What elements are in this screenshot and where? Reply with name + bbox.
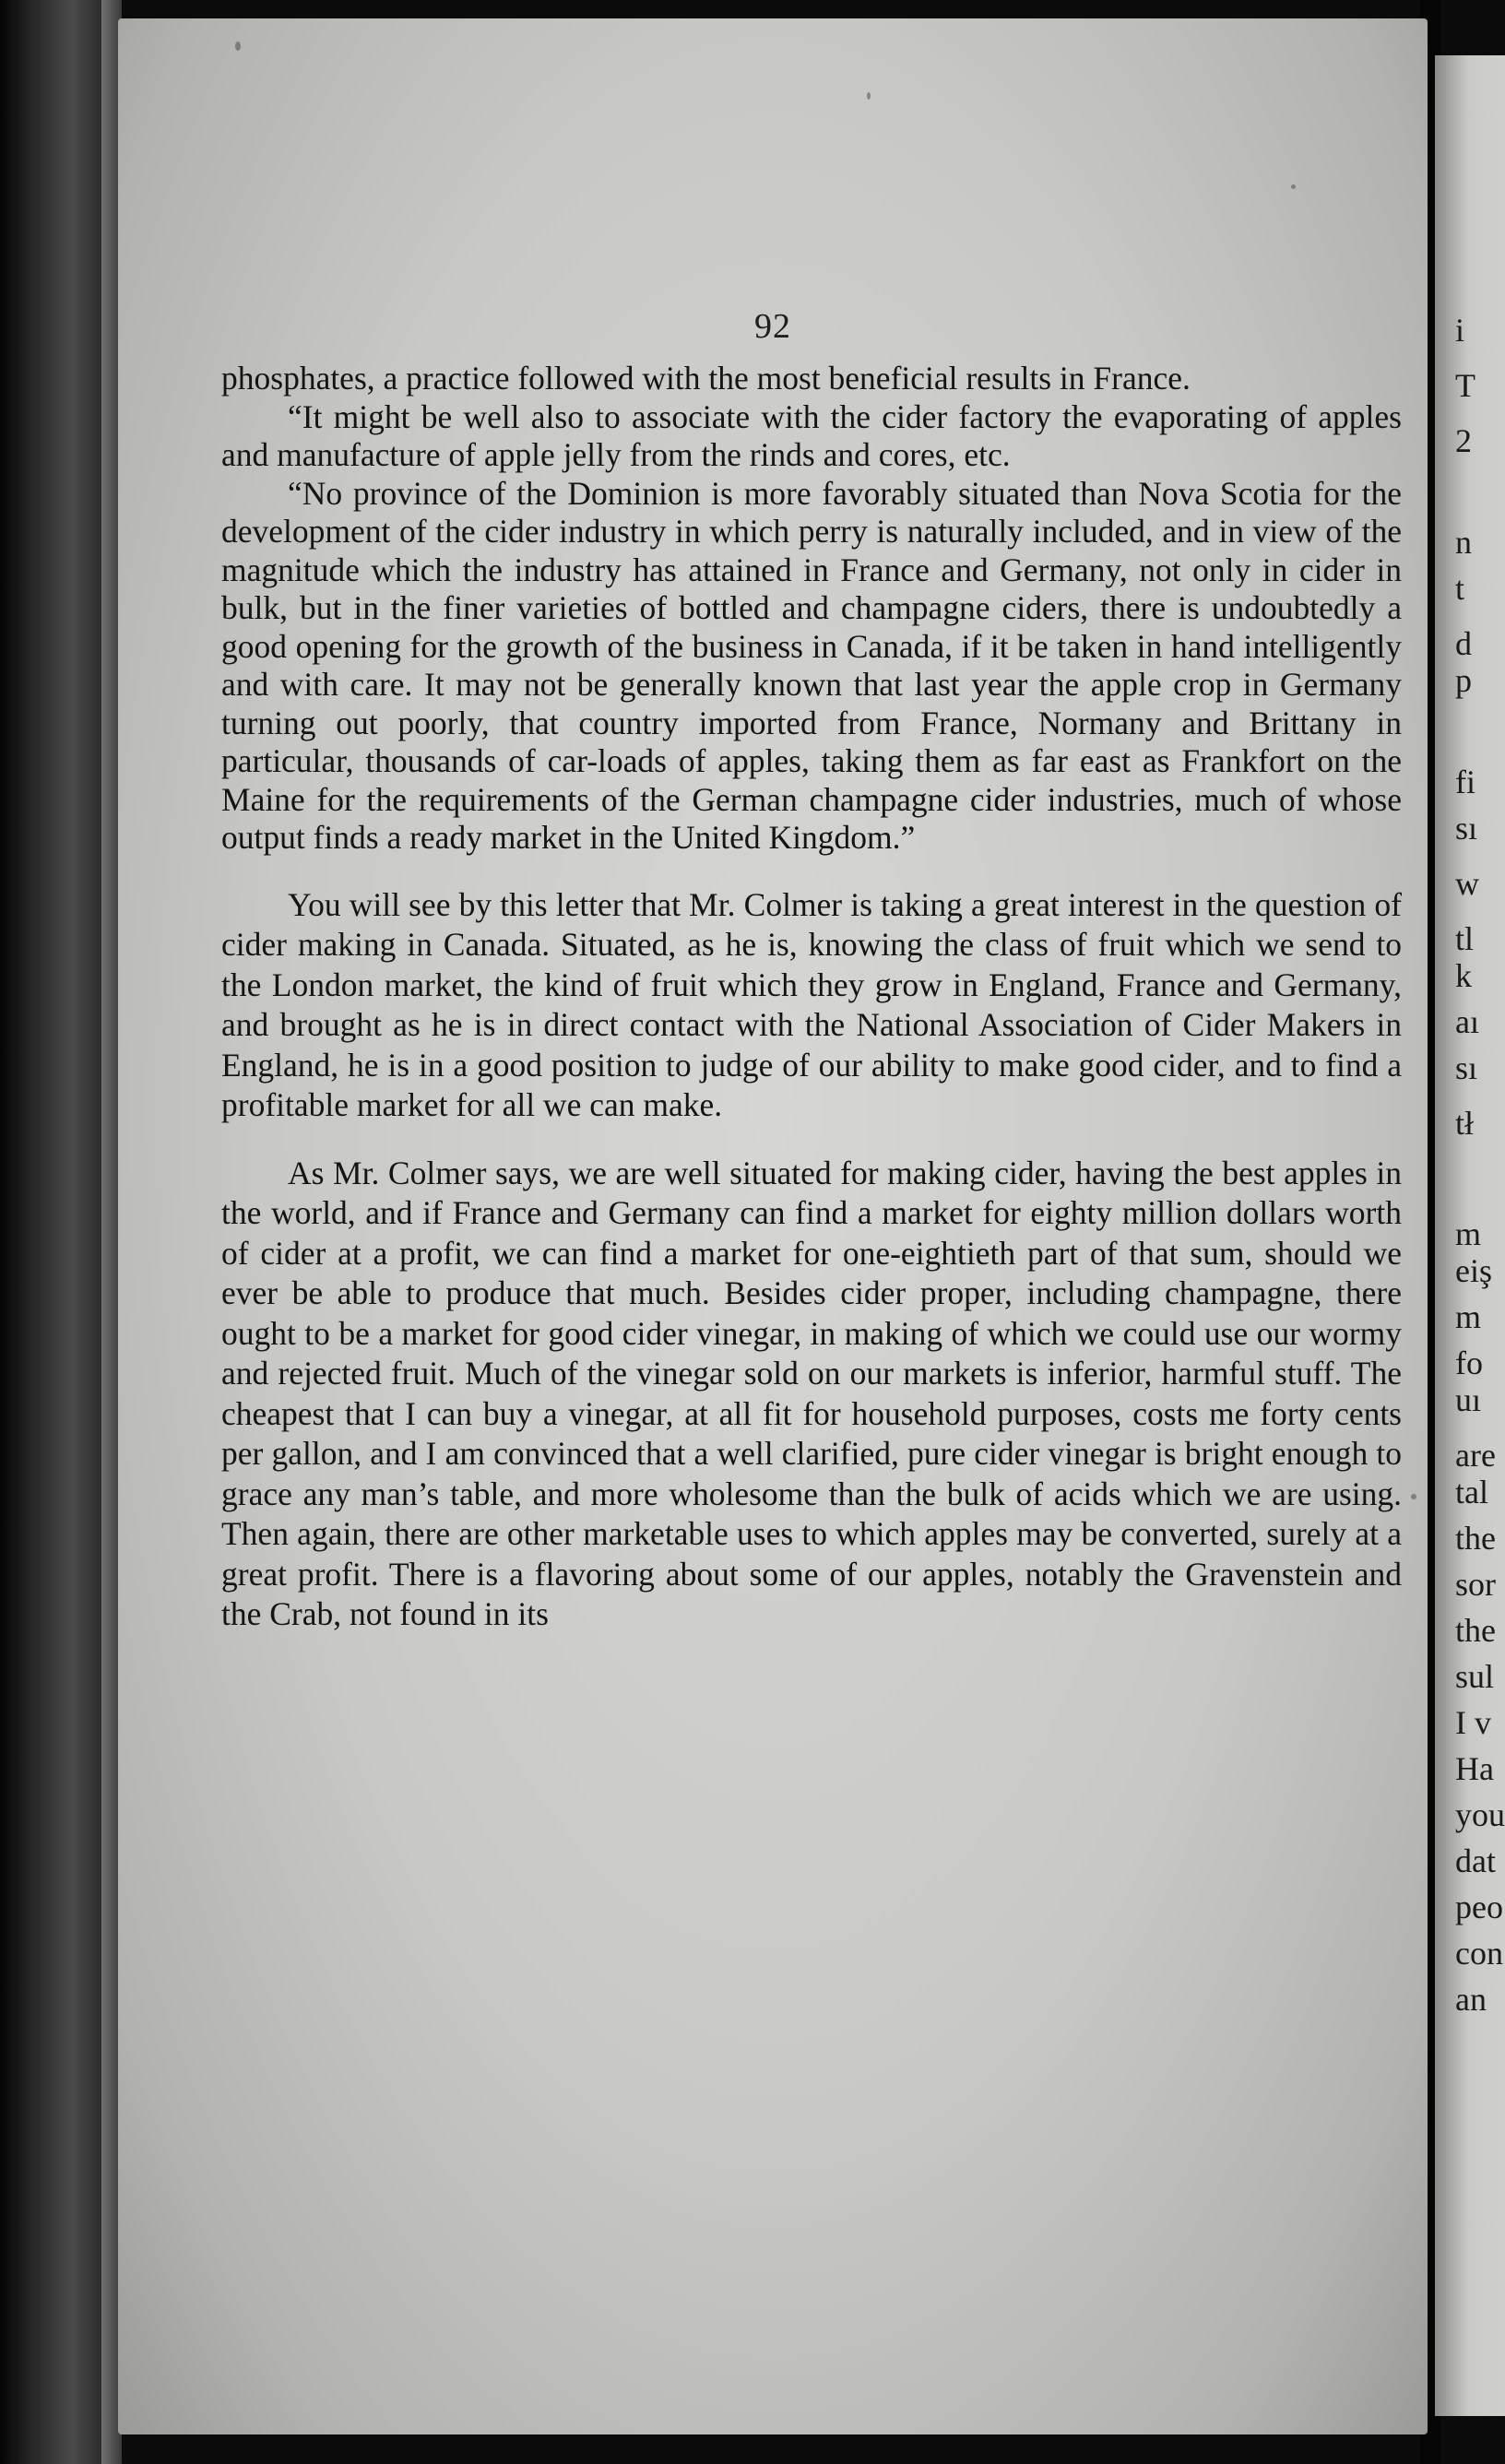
adjacent-page-text-fragment: the — [1455, 1612, 1496, 1649]
adjacent-page-text-fragment: dat — [1455, 1842, 1496, 1879]
paragraph-cider-market: As Mr. Colmer says, we are well situated for making cider, having the best apples in the world, and if France and Germany can find a market for eighty million dollars worth of cider at a profit, we can find a market for one-eightieth part of that sum, should we ever be able to produce that much. Besides cider proper, including champagne, there ought to be a market for good cider vinegar, in making of which we could use our wormy and rejected fruit. Much of the vinegar sold on our markets is inferior, harmful stuff. The cheapest that I can buy a vinegar, at all fit for household purposes, costs me forty cents per gallon, and I am convinced that a well clarified, pure cider vinegar is bright enough to grace any man’s table, and more wholesome than the bulk of acids which we are using. Then again, there are other marketable uses to which apples may be converted, surely at a great profit. There is a flavoring about some of our apples, notably the Gravenstein and the Crab, not found in its — [221, 1154, 1402, 1632]
adjacent-page-text-fragment: tal — [1455, 1474, 1488, 1510]
adjacent-page-text-fragment: are — [1455, 1437, 1496, 1474]
adjacent-page-text-fragment: d — [1455, 625, 1472, 662]
adjacent-page-text-fragment: uı — [1455, 1381, 1482, 1418]
adjacent-page-text-fragment: T — [1455, 367, 1475, 404]
adjacent-page-text-fragment: m — [1455, 1298, 1482, 1335]
adjacent-page-text-fragment: an — [1455, 1981, 1487, 2018]
paragraph-continuation: phosphates, a practice followed with the most beneficial results in France. — [221, 360, 1191, 397]
adjacent-page-text-fragment: sor — [1455, 1566, 1496, 1603]
dust-speck — [867, 92, 871, 100]
adjacent-page-text-fragment: m — [1455, 1215, 1482, 1252]
adjacent-page-text-fragment: sul — [1455, 1658, 1495, 1695]
dust-speck — [1291, 184, 1296, 189]
adjacent-page-text-fragment: sı — [1455, 1049, 1478, 1086]
adjacent-page-text-fragment: aı — [1455, 1003, 1479, 1040]
paragraph-quote-1: “It might be well also to associate with the cider factory the evaporating of apples and manufacture of apple jelly from the rinds and cores, etc. — [221, 397, 1402, 473]
adjacent-page-text-fragment: Ha — [1455, 1750, 1494, 1787]
paragraph-quote-2: “No province of the Dominion is more favorably situated than Nova Scotia for the development of the cider industry in which perry is naturally included, and in view of the magnitude which the industry has attained in France and Germany, not only in cider in bulk, but in the finer varieties of bottled and champagne ciders, there is undoubtedly a good opening for the growth of the business in Canada, if it be taken in hand intelligently and with care. It may not be generally known that last year the apple crop in Germany turning out poorly, that country imported from France, Normany and Brittany in particular, thousands of car-loads of apples, taking them as far east as Frankfort on the Maine for the requirements of the German champagne cider industries, much of whose output finds a ready market in the United Kingdom.” — [221, 474, 1402, 856]
adjacent-page-text-fragment: fi — [1455, 764, 1475, 800]
adjacent-page-text-fragment: peo — [1455, 1889, 1503, 1925]
adjacent-page-text-fragment: the — [1455, 1520, 1496, 1557]
page-number: 92 — [754, 307, 791, 346]
adjacent-page-text-fragment: n — [1455, 524, 1472, 561]
adjacent-page-text-fragment: I v — [1455, 1704, 1491, 1741]
adjacent-page-text-fragment: eiş — [1455, 1252, 1492, 1289]
adjacent-page-text-fragment: fo — [1455, 1345, 1483, 1381]
adjacent-page-text-fragment: tl — [1455, 920, 1475, 957]
adjacent-page-text-fragment: i — [1455, 312, 1465, 349]
adjacent-page-text-fragment: con — [1455, 1935, 1503, 1972]
adjacent-page-text-fragment: p — [1455, 662, 1472, 699]
page-body-text — [221, 360, 1402, 1635]
adjacent-page-text-fragment: sı — [1455, 810, 1478, 847]
adjacent-page-fragment — [1435, 55, 1505, 2416]
adjacent-page-text-fragment: tł — [1455, 1105, 1475, 1142]
adjacent-page-text-fragment: 2 — [1455, 422, 1472, 459]
adjacent-page-text-fragment: t — [1455, 570, 1465, 607]
paragraph-colmer-letter: You will see by this letter that Mr. Colmer is taking a great interest in the question of cider making in Canada. Situated, as he is, knowing the class of fruit which we send to the London market, the kind of fruit which they grow in England, France and Germany, and brought as he is in direct contact with the National Association of Cider Makers in England, he is in a good position to judge of our ability to make good cider, and to find a profitable market for all we can make. — [221, 885, 1402, 1123]
dust-speck — [235, 41, 241, 51]
adjacent-page-text-fragment: w — [1455, 865, 1479, 902]
adjacent-page-text-fragment: k — [1455, 957, 1472, 994]
adjacent-page-text-fragment: you — [1455, 1796, 1505, 1833]
dust-speck — [1411, 1494, 1416, 1499]
